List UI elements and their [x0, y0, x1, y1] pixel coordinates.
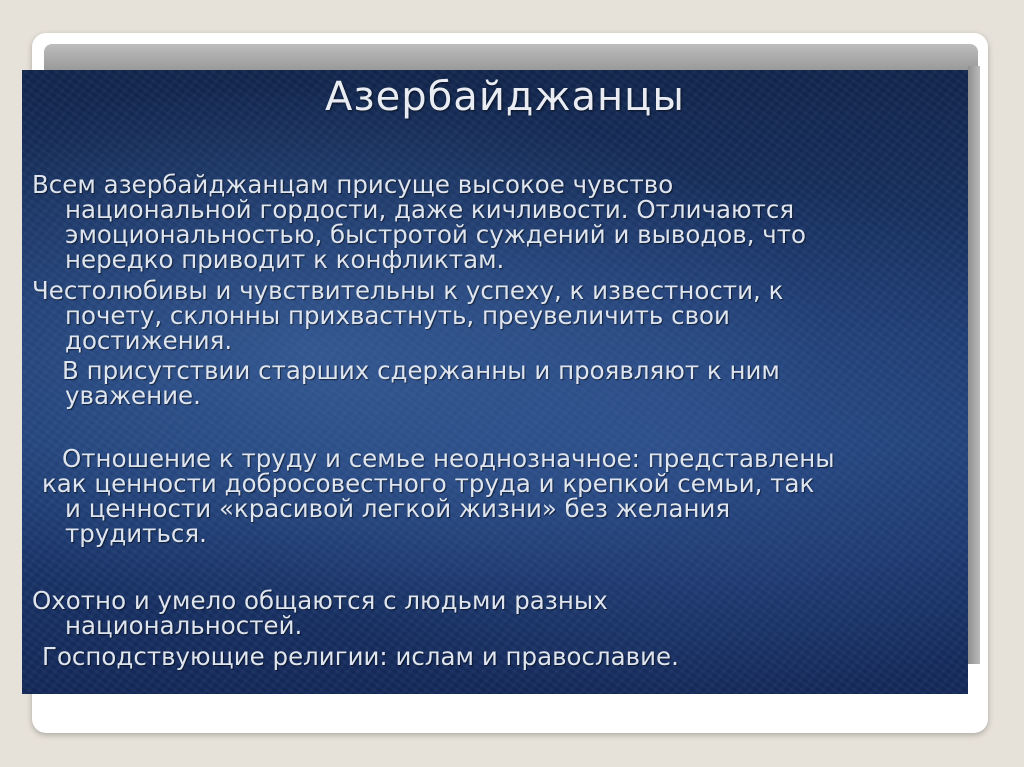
paragraph-line: эмоциональностью, быстротой суждений и выводов, что [65, 220, 807, 249]
paragraph-line: национальностей. [65, 611, 303, 640]
paragraph-line: уважение. [65, 381, 201, 410]
paragraph-line: трудиться. [65, 519, 207, 548]
paragraph-ambition [32, 278, 783, 353]
paragraph-religion [42, 644, 679, 669]
paragraph-line: как ценности добросовестного труда и крепкой семьи, так [42, 469, 815, 498]
paragraph-line: Честолюбивы и чувствительны к успеху, к известности, к [32, 276, 784, 305]
slide [22, 70, 968, 694]
slide-title: Азербайджанцы [325, 74, 685, 120]
paragraph-line: национальной гордости, даже кичливости. Отличаются [65, 195, 795, 224]
paragraph-line: Охотно и умело общаются с людьми разных [32, 586, 608, 615]
paragraph-communication [32, 588, 608, 638]
paragraph-pride [32, 172, 806, 272]
paragraph-elders [62, 358, 780, 408]
slide-right-shadow-edge [968, 66, 980, 664]
paragraph-line: и ценности «красивой легкой жизни» без желания [65, 494, 731, 523]
paragraph-line: нередко приводит к конфликтам. [65, 245, 505, 274]
paragraph-work-family [42, 446, 835, 546]
paragraph-line: почету, склонны прихвастнуть, преувеличить свои [65, 301, 730, 330]
paragraph-line: достижения. [65, 326, 233, 355]
paragraph-line: Отношение к труду и семье неоднозначное: представлены [62, 444, 835, 473]
slide-top-shadow-bar [44, 44, 978, 70]
paragraph-line: Всем азербайджанцам присуще высокое чувство [32, 170, 674, 199]
paragraph-line: Господствующие религии: ислам и православие. [42, 642, 679, 671]
paragraph-line: В присутствии старших сдержанны и проявляют к ним [62, 356, 780, 385]
